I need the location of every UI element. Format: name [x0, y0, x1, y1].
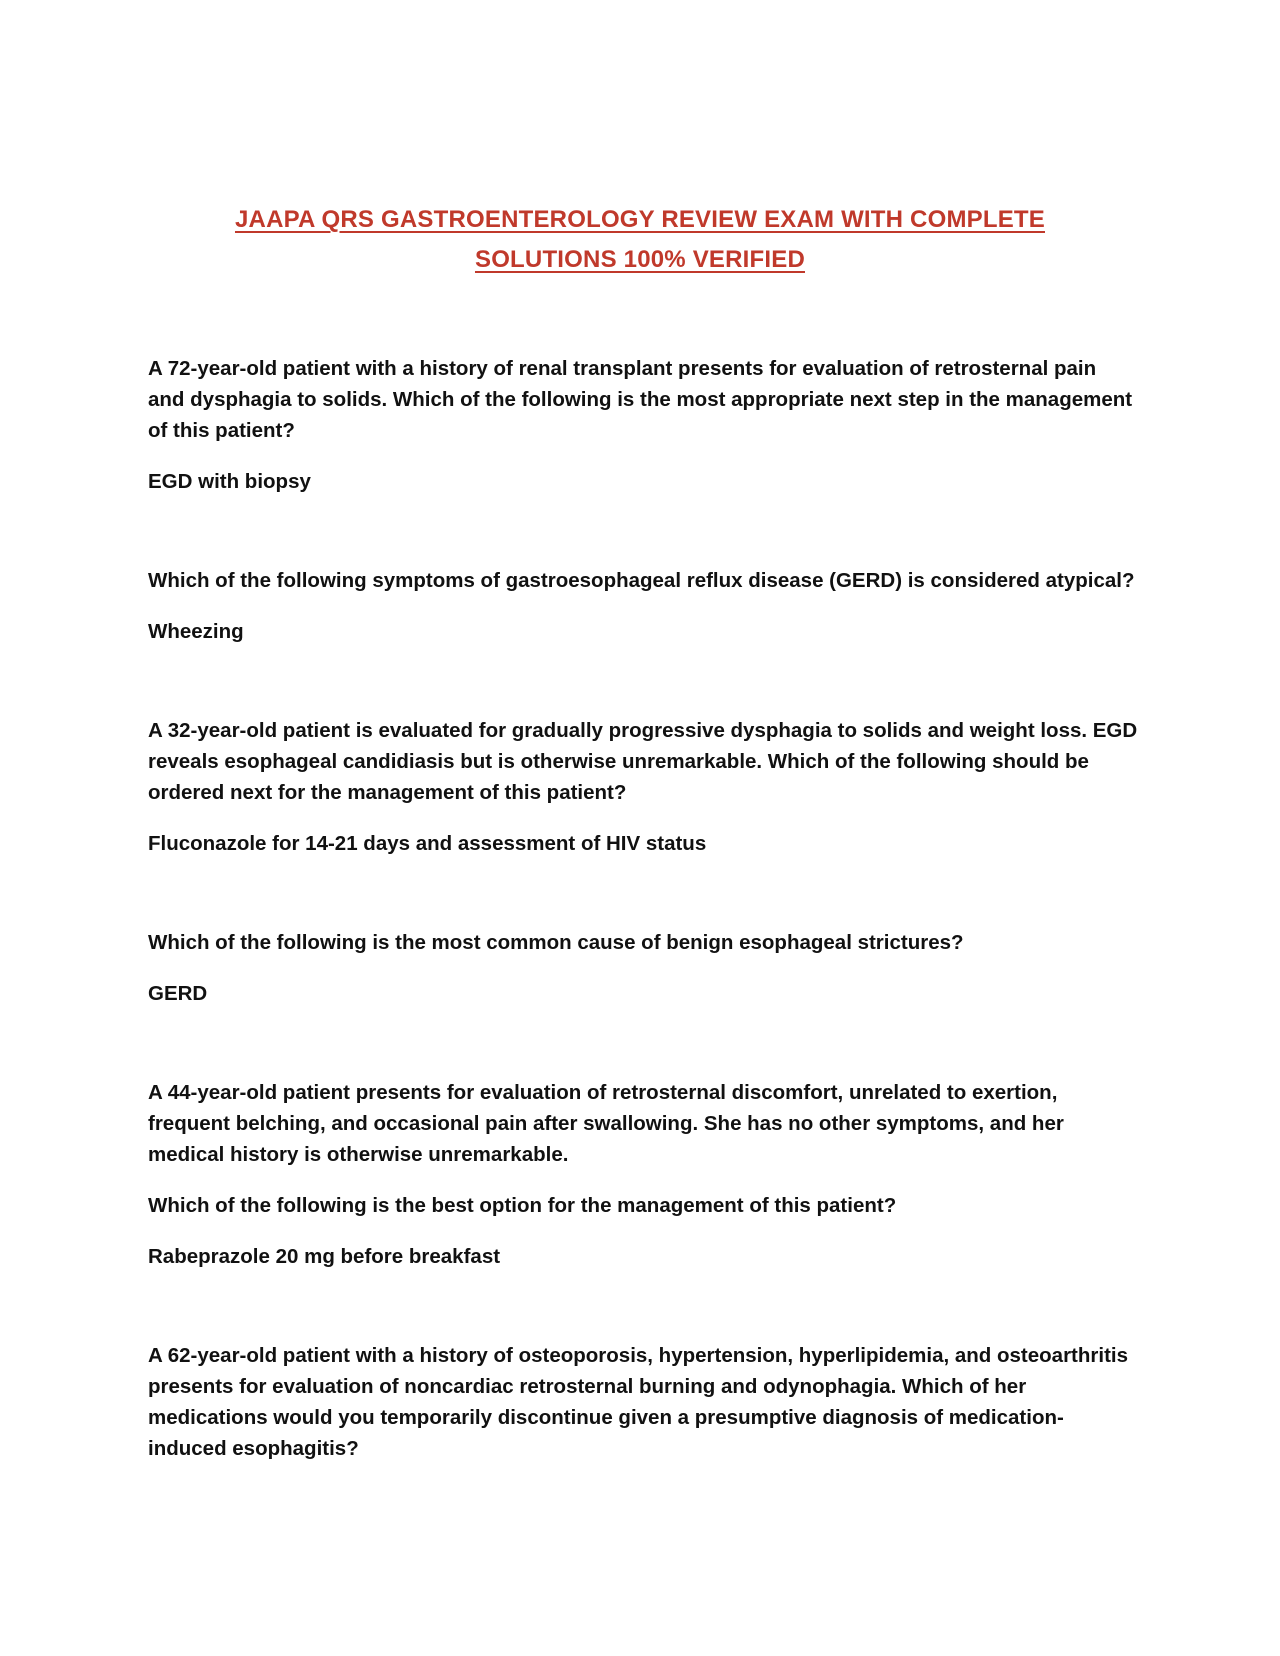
title-line-2: SOLUTIONS 100% VERIFIED	[474, 246, 805, 273]
qa-item-3	[148, 715, 1138, 859]
qa-item-5	[148, 1077, 1138, 1272]
question-text: A 44-year-old patient presents for evaluation of retrosternal discomfort, unrelated to exertion, frequent belching, and occasional pain after swallowing. She has no other symptoms, and her medical history is otherwise unremarkable.	[148, 1081, 1064, 1166]
qa-list	[148, 353, 1138, 1532]
question-text: A 72-year-old patient with a history of renal transplant presents for evaluation of retrosternal pain and dysphagia to solids. Which of the following is the most appropriate next step in the management of this patient?	[148, 357, 1133, 442]
answer-text: Fluconazole for 14-21 days and assessment of HIV status	[148, 832, 707, 855]
qa-item-4	[148, 927, 1138, 1009]
question-text: A 32-year-old patient is evaluated for gradually progressive dysphagia to solids and weight loss. EGD reveals esophageal candidiasis but is otherwise unremarkable. Which of the following should be ordered next for the management of this patient?	[148, 719, 1138, 804]
qa-item-2	[148, 565, 1138, 647]
document-title	[140, 200, 1140, 280]
question-text: Which of the following is the most common cause of benign esophageal strictures?	[148, 931, 964, 954]
answer-text: Rabeprazole 20 mg before breakfast	[148, 1245, 501, 1268]
question-text: Which of the following symptoms of gastroesophageal reflux disease (GERD) is considered atypical?	[148, 569, 1135, 592]
qa-item-6	[148, 1340, 1138, 1464]
answer-text: EGD with biopsy	[148, 470, 311, 493]
answer-text: GERD	[148, 982, 208, 1005]
question-text: A 62-year-old patient with a history of osteoporosis, hypertension, hyperlipidemia, and osteoarthritis presents for evaluation of noncardiac retrosternal burning and odynophagia. Which of her medications would you temporarily discontinue given a presumptive diagnosis of medication-induced esophagitis?	[148, 1344, 1128, 1460]
question-text-part-2: Which of the following is the best option for the management of this patient?	[148, 1194, 897, 1217]
title-line-1: JAAPA QRS GASTROENTEROLOGY REVIEW EXAM WITH COMPLETE	[234, 206, 1045, 233]
qa-item-1	[148, 353, 1138, 497]
answer-text: Wheezing	[148, 620, 244, 643]
